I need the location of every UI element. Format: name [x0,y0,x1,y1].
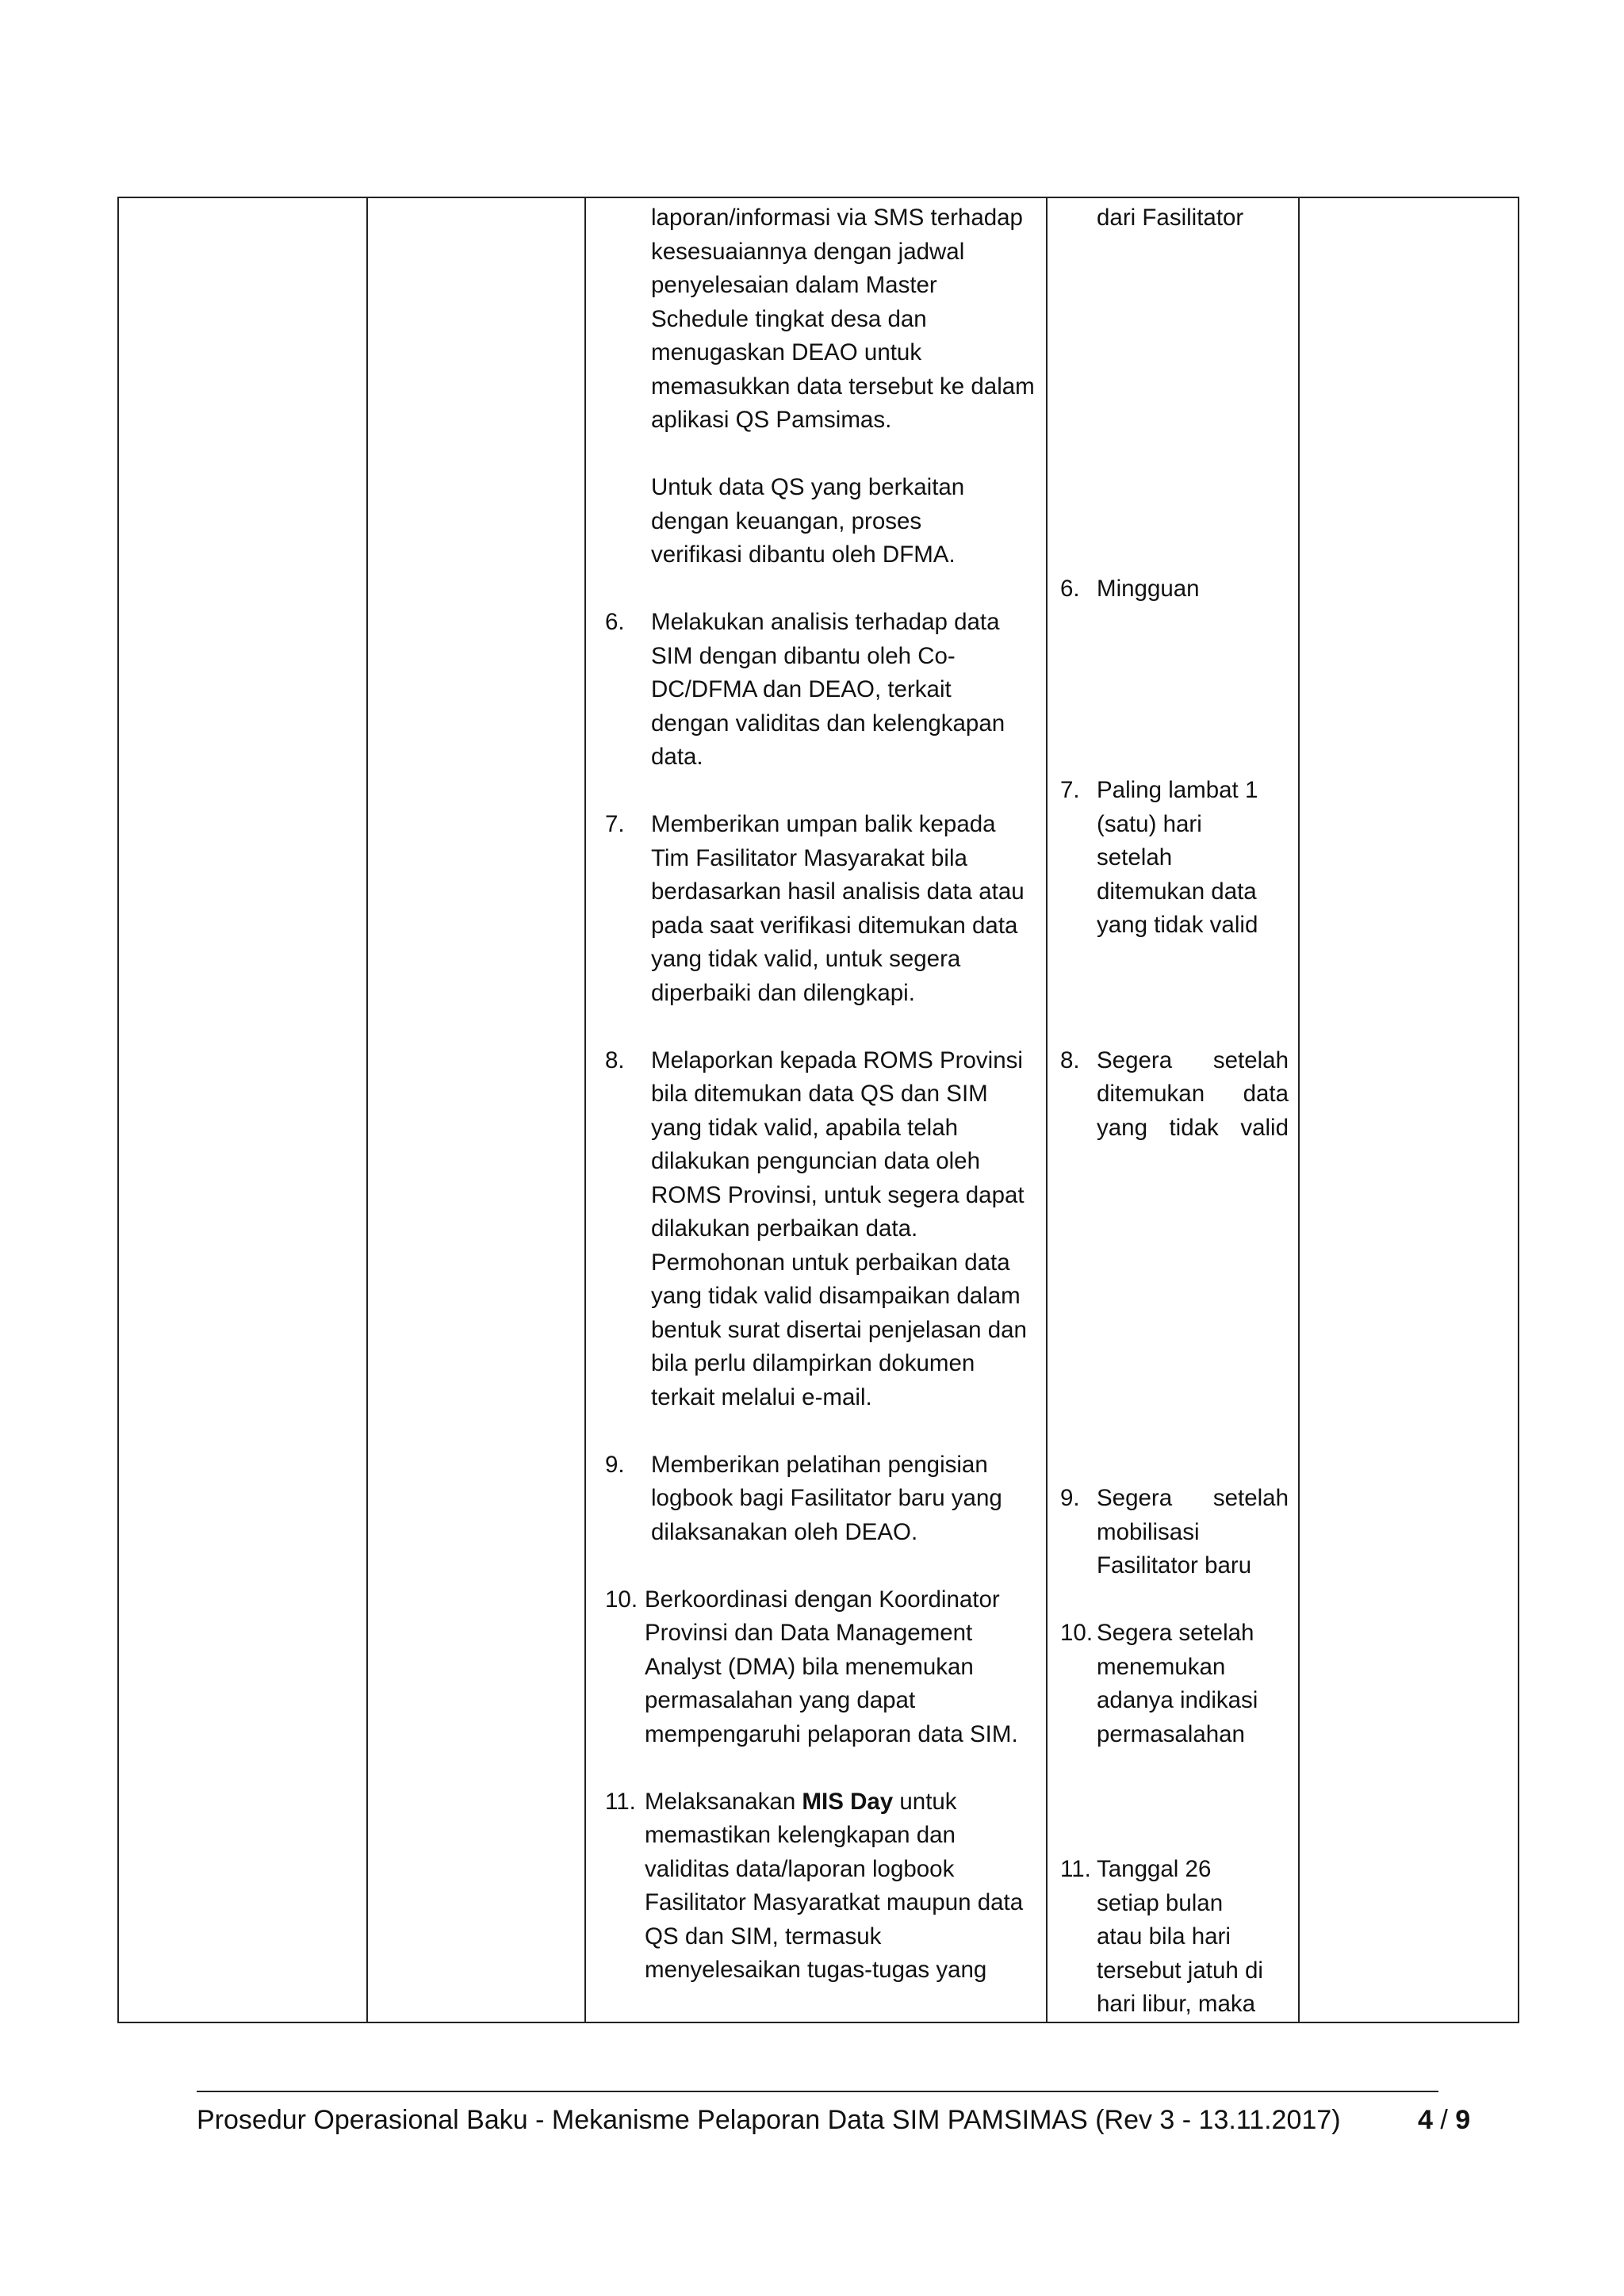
activity-item-number: 6. [605,609,625,635]
activity-item-9 [586,1448,1046,1550]
timing-item-9 [1048,1482,1298,1583]
footer-title: Prosedur Operasional Baku - Mekanisme Pelaporan Data SIM PAMSIMAS (Rev 3 - 13.11.2017) [197,2105,1341,2135]
mis-day-emphasis: MIS Day [802,1788,894,1815]
timing-item-number: 10. [1060,1620,1094,1646]
timing-item-11 [1048,1853,1298,2022]
timing-item-text: Tanggal 26 setiap bulan atau bila hari tersebut jatuh di hari libur, maka [1097,1856,1263,2017]
table-row [118,197,1519,2022]
activity-item-10 [586,1583,1046,1752]
table-cell-activities [585,197,1047,2022]
timing-item-7 [1048,774,1298,943]
activity-item-11 [586,1785,1046,1988]
activity-item-7 [586,808,1046,1010]
timing-item-text: Segera setelah menemukan adanya indikasi permasalahan [1097,1620,1258,1747]
table-cell-timing [1047,197,1299,2022]
page-number [1418,2103,1470,2137]
activity-item-text-post: untuk memastikan kelengkapan dan validitas data/laporan logbook Fasilitator Masyaratkat maupun data QS dan SIM, termasuk menyelesaikan tugas-tugas yang [645,1788,1024,1983]
timing-item-number: 8. [1060,1047,1080,1073]
page-total: 9 [1455,2105,1471,2135]
activity-item-number: 10. [605,1586,638,1613]
activity-item-6 [586,606,1046,775]
activity-item-number: 9. [605,1451,625,1478]
timing-item-number: 7. [1060,777,1080,803]
page-current: 4 [1418,2105,1433,2135]
timing-item-10 [1048,1617,1298,1751]
timing-item-number: 6. [1060,575,1080,602]
activity-item-text: Memberikan pelatihan pengisian logbook bagi Fasilitator baru yang dilaksanakan oleh DEAO. [651,1451,1002,1545]
timing-item-8 [1048,1044,1298,1146]
activity-item-number: 8. [605,1047,625,1073]
activity-item-text: Memberikan umpan balik kepada Tim Fasilitator Masyarakat bila berdasarkan hasil analisis data atau pada saat verifikasi ditemukan data yang tidak valid, untuk segera diperbaiki dan dilengkapi. [651,811,1025,1006]
activity-item-8 [586,1044,1046,1415]
timing-item-text: Segera setelah ditemukan data yang tidak valid [1097,1047,1289,1141]
activity-item-number: 7. [605,811,625,837]
table-cell-empty-2 [367,197,585,2022]
timing-item-text: Mingguan [1097,575,1200,602]
timing-item-text: Paling lambat 1 (satu) hari setelah ditemukan data yang tidak valid [1097,777,1258,938]
timing-continuation-text: dari Fasilitator [1097,205,1244,231]
activity-continuation-para-1: laporan/informasi via SMS terhadap kesesuaiannya dengan jadwal penyelesaian dalam Master Schedule tingkat desa dan menugaskan DEAO untuk memasukkan data tersebut ke dalam aplikasi QS Pamsimas. [651,205,1035,433]
table-cell-empty-1 [118,197,367,2022]
activity-item-text [645,1785,1033,1988]
activity-item-text: Melakukan analisis terhadap data SIM dengan dibantu oleh Co-DC/DFMA dan DEAO, terkait dengan validitas dan kelengkapan data. [651,609,1005,770]
footer-divider [197,2091,1438,2092]
activity-item-text-pre: Melaksanakan [645,1788,802,1815]
page-separator: / [1440,2105,1448,2135]
table-cell-empty-5 [1299,197,1519,2022]
activity-item-text: Berkoordinasi dengan Koordinator Provinsi dan Data Management Analyst (DMA) bila menemukan permasalahan yang dapat mempengaruhi pelaporan data SIM. [645,1586,1018,1747]
timing-continuation [1048,201,1298,235]
activity-continuation [586,201,1046,572]
activity-item-number: 11. [605,1788,636,1815]
activity-item-text: Melaporkan kepada ROMS Provinsi bila ditemukan data QS dan SIM yang tidak valid, apabila telah dilakukan penguncian data oleh ROMS Provinsi, untuk segera dapat dilakukan perbaikan data. Permohonan untuk perbaikan data yang tidak valid disampaikan dalam bentuk surat disertai penjelasan dan bila perlu dilampirkan dokumen terkait melalui e-mail. [651,1047,1027,1410]
timing-item-number: 11. [1060,1856,1091,1882]
timing-item-number: 9. [1060,1485,1080,1511]
timing-item-6 [1048,572,1298,607]
procedure-table [117,197,1519,2023]
activity-continuation-para-2: Untuk data QS yang berkaitan dengan keuangan, proses verifikasi dibantu oleh DFMA. [651,474,965,568]
timing-item-text: Segera setelah mobilisasi Fasilitator baru [1097,1485,1289,1578]
